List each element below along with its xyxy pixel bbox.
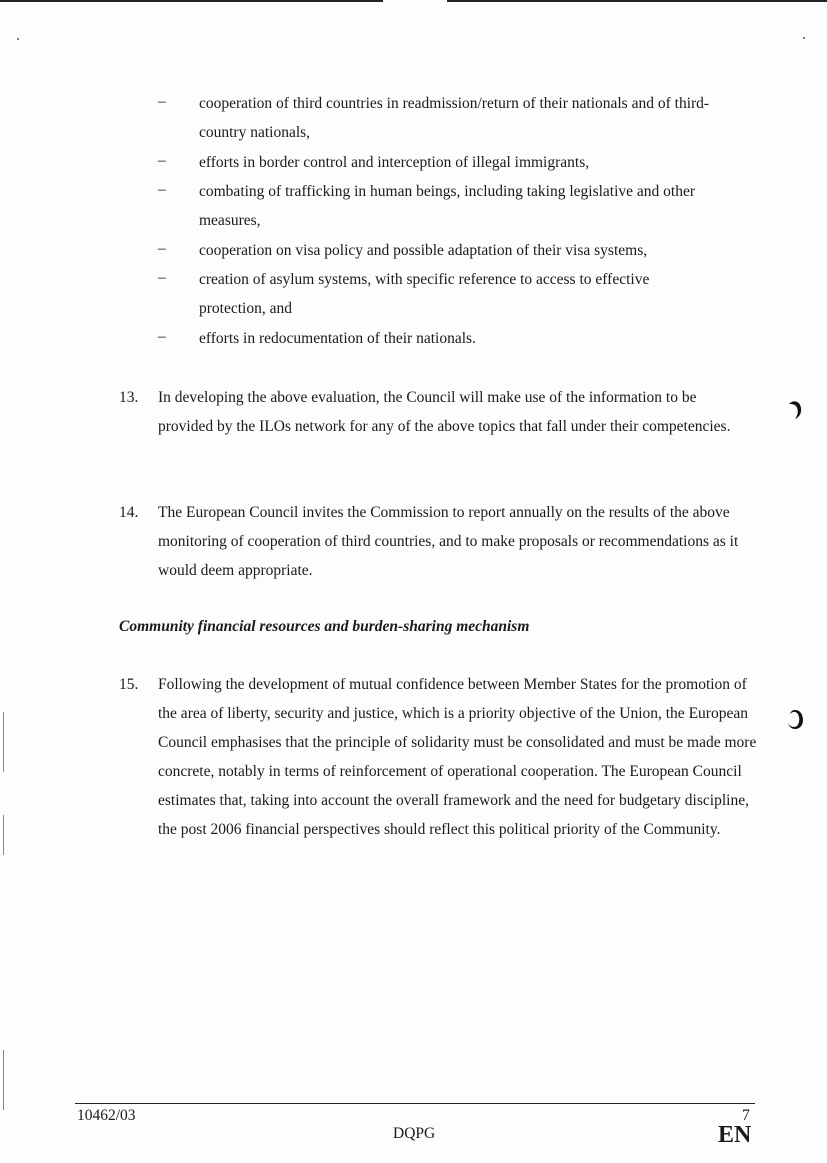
list-item-text: cooperation of third countries in readmission/return of their nationals and of third-country nationals,	[199, 95, 710, 141]
dash-marker: –	[158, 93, 166, 110]
punch-hole-mark	[786, 708, 804, 730]
dash-marker: –	[158, 269, 166, 286]
scan-speck	[17, 38, 19, 40]
scan-edge-mark	[3, 712, 4, 772]
dash-marker: –	[158, 240, 166, 257]
scan-edge-mark	[3, 815, 4, 855]
list-item-text: creation of asylum systems, with specific reference to access to effective protection, and	[199, 271, 650, 317]
top-rule-right	[447, 0, 827, 2]
dash-marker: –	[158, 181, 166, 198]
dash-marker: –	[158, 152, 166, 169]
dash-marker: –	[158, 328, 166, 345]
paragraph-number: 15.	[119, 676, 139, 693]
scan-speck	[803, 37, 805, 39]
footer-rule	[75, 1103, 755, 1104]
punch-hole-mark	[786, 398, 804, 420]
section-heading: Community financial resources and burden-sharing mechanism	[119, 618, 530, 635]
top-rule-left	[0, 0, 383, 2]
list-item-text: combating of trafficking in human beings, including taking legislative and other measures,	[199, 183, 696, 229]
language-code: EN	[718, 1122, 752, 1148]
paragraph-text: The European Council invites the Commission to report annually on the results of the above monitoring of cooperation of third countries, and to make proposals or recommendations as it would deem appropriate.	[158, 504, 739, 579]
scan-edge-mark	[3, 1050, 4, 1110]
document-number: 10462/03	[77, 1107, 136, 1124]
paragraph-number: 14.	[119, 504, 139, 521]
list-item-text: efforts in redocumentation of their nationals.	[199, 330, 476, 347]
list-item-text: efforts in border control and interception of illegal immigrants,	[199, 154, 590, 171]
list-item-text: cooperation on visa policy and possible adaptation of their visa systems,	[199, 242, 648, 259]
directorate-code: DQPG	[393, 1125, 436, 1142]
paragraph-number: 13.	[119, 389, 139, 406]
page-number: 7	[742, 1107, 750, 1124]
paragraph-text: Following the development of mutual confidence between Member States for the promotion of the area of liberty, security and justice, which is a priority objective of the Union, the European Council emphasises that the principle of solidarity must be consolidated and must be made more concrete, notably in terms of reinforcement of operational cooperation. The European Council estimates that, taking into account the overall framework and the need for budgetary discipline, the post 2006 financial perspectives should reflect this political priority of the Community.	[158, 676, 757, 838]
paragraph-text: In developing the above evaluation, the Council will make use of the information to be provided by the ILOs network for any of the above topics that fall under their competencies.	[158, 389, 731, 435]
